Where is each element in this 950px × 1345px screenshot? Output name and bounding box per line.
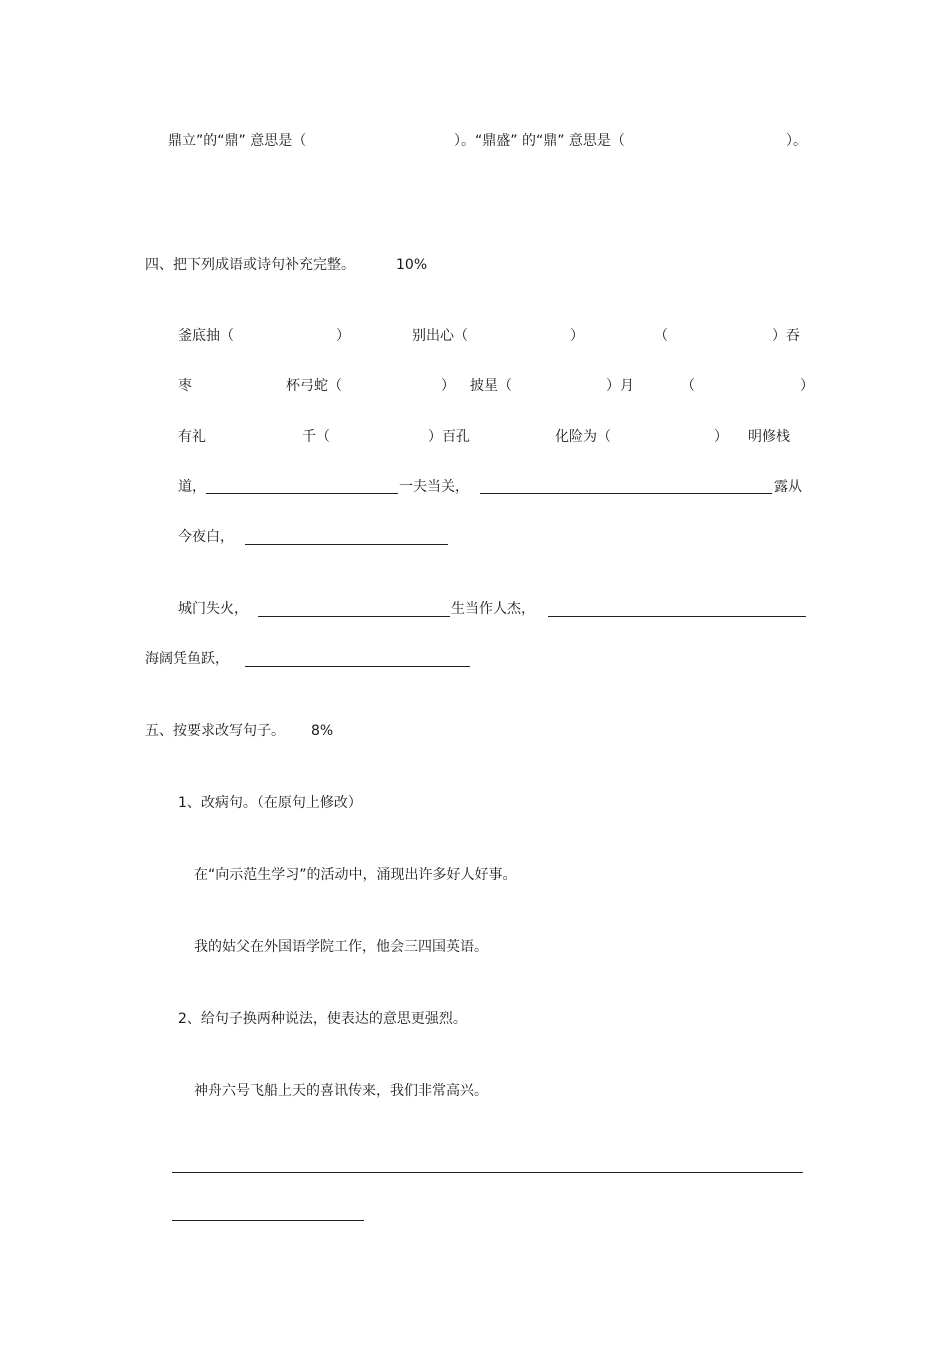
q2-sentence-1: 神舟六号飞船上天的喜讯传来，我们非常高兴。 <box>194 1083 488 1099</box>
row1-text-b: ） <box>336 328 350 344</box>
row2-text-c: ） <box>441 378 455 394</box>
row3-text-f: 明修栈 <box>748 429 790 445</box>
row3-text-c: ）百孔 <box>428 429 470 445</box>
q1-sentence-2: 我的姑父在外国语学院工作，他会三四国英语。 <box>194 939 488 955</box>
q1-sentence-1: 在“向示范生学习”的活动中，涌现出许多好人好事。 <box>194 867 517 883</box>
row3-text-e: ） <box>714 429 728 445</box>
answer-line[interactable] <box>245 544 448 545</box>
line1-text-c: ）。 <box>786 133 807 149</box>
q1-label: 1、改病句。（在原句上修改） <box>178 795 362 811</box>
q2-label: 2、给句子换两种说法，使表达的意思更强烈。 <box>178 1011 467 1027</box>
row2-text-e: ）月 <box>606 378 634 394</box>
row1-text-e: （ <box>654 328 668 344</box>
row1-text-f: ）吞 <box>772 328 800 344</box>
answer-line[interactable] <box>258 616 450 617</box>
row5-text-a: 今夜白， <box>178 529 234 545</box>
row2-text-d: 披星（ <box>470 378 512 394</box>
row1-text-d: ） <box>570 328 584 344</box>
row4-text-c: 露从 <box>774 479 802 495</box>
row2-text-g: ） <box>800 378 814 394</box>
row6-text-a: 城门失火， <box>178 601 248 617</box>
answer-line[interactable] <box>548 616 806 617</box>
row6-text-b: 生当作人杰， <box>451 601 535 617</box>
row7-text-a: 海阔凭鱼跃， <box>145 651 229 667</box>
row2-text-b: 杯弓蛇（ <box>286 378 342 394</box>
section4-title: 四、把下列成语或诗句补充完整。 <box>145 257 355 273</box>
row4-text-b: 一夫当关， <box>399 479 469 495</box>
row2-text-f: （ <box>681 378 695 394</box>
section5-score: 8% <box>311 723 334 739</box>
line1-text-a: 鼎立”的“鼎” 意思是（ <box>168 133 307 149</box>
row1-text-c: 别出心（ <box>412 328 468 344</box>
section5-title: 五、按要求改写句子。 <box>145 723 285 739</box>
row3-text-a: 有礼 <box>178 429 206 445</box>
row3-text-b: 千（ <box>302 429 330 445</box>
row1-text-a: 釜底抽（ <box>178 328 234 344</box>
answer-line[interactable] <box>245 666 470 667</box>
row4-text-a: 道， <box>178 479 206 495</box>
row2-text-a: 枣 <box>178 378 192 394</box>
answer-line[interactable] <box>172 1172 803 1173</box>
row3-text-d: 化险为（ <box>555 429 611 445</box>
answer-line[interactable] <box>172 1220 364 1221</box>
answer-line[interactable] <box>480 493 772 494</box>
line1-text-b: ）。“鼎盛” 的“鼎” 意思是（ <box>454 133 625 149</box>
section4-score: 10% <box>396 257 428 273</box>
answer-line[interactable] <box>206 493 398 494</box>
